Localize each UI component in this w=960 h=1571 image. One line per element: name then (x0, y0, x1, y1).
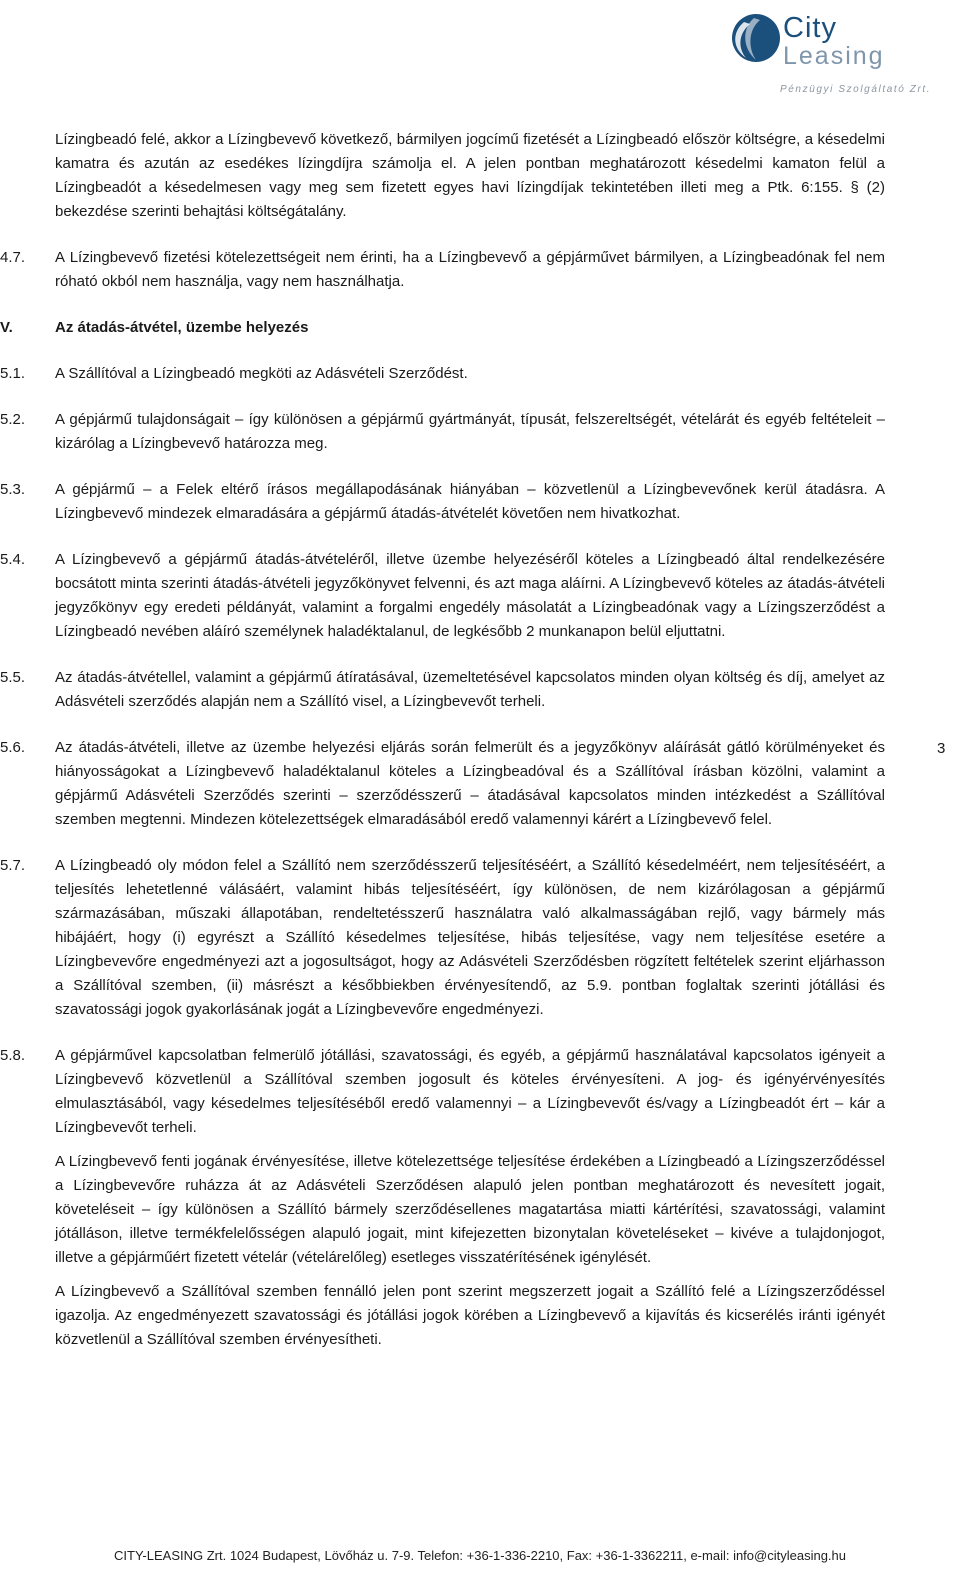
clause-5-7 (0, 854, 885, 1022)
logo-city-text: City (783, 12, 837, 44)
paragraph-intro: Lízingbeadó felé, akkor a Lízingbevevő következő, bármilyen jogcímű fizetését a Lízingbeadó először költségre, a késedelmi kamatra és azután az esedékes lízingdíjra számolja el. A jelen pontban meghatározott késedelmi kamaton felül a Lízingbeadót a késedelmesen vagy meg sem fizetett egyes havi lízingdíjak tekintetében illeti meg a Ptk. 6:155. § (2) bekezdése szerinti behajtási költségátalány. (55, 131, 885, 220)
clause-number: 5.2. (0, 411, 26, 428)
clause-text: A gépjármű – a Felek eltérő írásos megállapodásának hiányában – közvetlenül a Lízingbevevőnek kerül átadásra. A Lízingbevevő mindezek elmaradására a gépjármű átadás-átvételét követően nem hivatkozhat. (55, 481, 885, 522)
clause-text: A gépjárművel kapcsolatban felmerülő jótállási, szavatossági, és egyéb, a gépjármű használatával kapcsolatos igényeit a Lízingbevevő közvetlenül a Szállítóval szemben jogosult és köteles érvényesíteni. A jog- és igényérvényesítés elmulasztásából, vagy késedelmes teljesítéséből eredő valamennyi – a Lízingbevevőt és/vagy a Lízingbeadót ért – kár a Lízingbevevőt terheli. (55, 1047, 885, 1136)
clause-number: 5.7. (0, 857, 26, 874)
page-number: 3 (937, 740, 946, 757)
logo-tagline: Pénzügyi Szolgáltató Zrt. (780, 84, 932, 95)
clause-text: A Lízingbeadó oly módon felel a Szállító nem szerződésszerű teljesítéséért, a Szállító késedelméért, nem teljesítéséért, a teljesítés lehetetlenné válásáért, valamint hibás teljesítéséért, így különösen, de nem kizárólagosan a gépjármű származásában, műszaki állapotában, rendeltetésszerű használatra való alkalmasságában rejlő, vagy bármely más hibájáért, hogy (i) egyrészt a Szállító késedelmes teljesítése, hibás teljesítése, vagy nem teljesítése esetére a Lízingbevevőre engedményezi azt a jogosultságot, hogy az Adásvételi Szerződésben rögzített feltételek szerint eljárhasson a Szállítóval szemben, (ii) másrészt a későbbiekben érvényesítendő, az 5.9. pontban foglaltak szerinti jótállási és szavatossági jogok gyakorlásának jogát a Lízingbevevőre engedményezi. (55, 857, 885, 1018)
clause-5-6 (0, 736, 885, 832)
clause-number: 5.5. (0, 669, 26, 686)
clause-number: 5.8. (0, 1047, 26, 1064)
company-logo (728, 8, 932, 98)
clause-5-1 (0, 362, 885, 386)
clause-text-continued: A Lízingbevevő a Szállítóval szemben fennálló jelen pont szerint megszerzett jogait a Szállító felé a Lízingszerződéssel igazolja. Az engedményezett szavatossági és jótállási jogok körében a Lízingbevevő a kijavítás és kicserélés iránti igényét közvetlenül a Szállítóval szemben érvényesítheti. (55, 1283, 885, 1348)
clause-5-5 (0, 666, 885, 714)
clause-text: A Lízingbevevő a gépjármű átadás-átvételéről, illetve üzembe helyezéséről köteles a Lízingbeadó által rendelkezésére bocsátott minta szerinti átadás-átvételi jegyzőkönyvet felvenni, és azt maga aláírni. A Lízingbevevő köteles az átadás-átvételi jegyzőkönyv egy eredeti példányát, valamint a forgalmi engedély másolatát a Lízingbeadónak vagy a Lízingszerződést a Lízingbeadó nevében aláíró személynek haladéktalanul, de legkésőbb 2 munkanapon belül eljuttatni. (55, 551, 885, 640)
clause-text: A Szállítóval a Lízingbeadó megköti az Adásvételi Szerződést. (55, 365, 468, 382)
logo-leasing-text: Leasing (783, 42, 885, 70)
document-body (0, 128, 885, 1352)
clause-4-7 (0, 246, 885, 294)
clause-number: 5.1. (0, 365, 26, 382)
clause-number: 5.3. (0, 481, 26, 498)
clause-text-continued: A Lízingbevevő fenti jogának érvényesítése, illetve kötelezettsége teljesítése érdekében a Lízingbeadó a Lízingszerződéssel a Lízingbevevőre ruházza át az Adásvételi Szerződésen alapuló jelen pontban meghatározott és nevesített jogait, követeléseit – így különösen a Szállító bármely szerződésellenes magatartása miatti kártérítési, szavatossági, valamint jótálláson, illetve termékfelelősségen alapuló jogait, mint kifejezetten bizonytalan követeléseket – kivéve a tulajdonjogot, illetve a gépjárműért fizetett vételár (vételárelőleg) esetleges visszatérítésének igénylését. (55, 1153, 885, 1266)
clause-number: 5.4. (0, 551, 26, 568)
page-footer: CITY-LEASING Zrt. 1024 Budapest, Lövőház u. 7-9. Telefon: +36-1-336-2210, Fax: +36-1-3362211, e-mail: info@cityleasing.hu (114, 1548, 846, 1563)
logo-mark-icon (728, 8, 780, 68)
clause-5-2 (0, 408, 885, 456)
section-title: Az átadás-átvétel, üzembe helyezés (55, 319, 309, 336)
clause-5-3 (0, 478, 885, 526)
clause-number: 5.6. (0, 739, 26, 756)
clause-text: A Lízingbevevő fizetési kötelezettségeit nem érinti, ha a Lízingbevevő a gépjárművet bármilyen, a Lízingbeadónak fel nem róható okból nem használja, vagy nem használhatja. (55, 249, 885, 290)
clause-number: 4.7. (0, 249, 26, 266)
clause-text: Az átadás-átvétellel, valamint a gépjármű átíratásával, üzemeltetésével kapcsolatos minden olyan költség és díj, amelyet az Adásvételi szerződés alapján nem a Szállító visel, a Lízingbevevőt terheli. (55, 669, 885, 710)
clause-5-4 (0, 548, 885, 644)
clause-5-8 (0, 1044, 885, 1352)
section-5-heading (0, 316, 885, 340)
clause-text: A gépjármű tulajdonságait – így különösen a gépjármű gyártmányát, típusát, felszereltségét, vételárát és egyéb feltételeit – kizárólag a Lízingbevevő határozza meg. (55, 411, 885, 452)
clause-text: Az átadás-átvételi, illetve az üzembe helyezési eljárás során felmerült és a jegyzőkönyv aláírását gátló körülményeket és hiányosságokat a Lízingbevevő haladéktalanul köteles a Lízingbeadóval és a Szállítóval írásban közölni, valamint a gépjármű Adásvételi Szerződés szerinti – szerződésszerű – átadásával kapcsolatos minden intézkedést a Szállítóval szemben megtenni. Mindezen kötelezettségek elmaradásából eredő valamennyi kárért a Lízingbevevő felel. (55, 739, 885, 828)
section-number: V. (0, 319, 13, 336)
